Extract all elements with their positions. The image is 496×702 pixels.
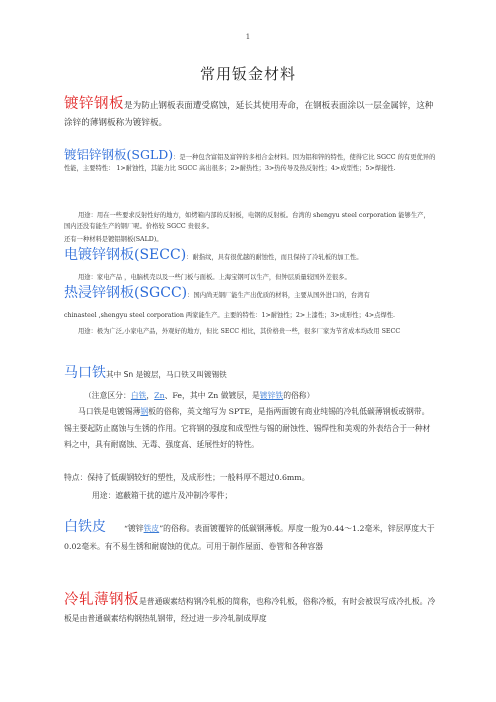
cold-rolled-text: 是普通碳素结构钢冷轧板的简称，也称冷轧板，俗称冷板，有时会被误写成冷扎板。冷板是由普通碳素结构钢热轧钢带，经过进一步冷轧制成厚度 [64, 597, 436, 623]
tinplate-description [64, 404, 436, 454]
page-title: 常用钣金材料 [199, 65, 296, 83]
sgcc-usage-text: 用途：极为广泛,小家电产品，外观好的地方，但比 SECC 相比，其价格贵一些，很多厂家为节省成本均改用 SECC [78, 328, 401, 335]
tinplate-note-prefix: （注意区分： [84, 391, 131, 400]
galvanized-text: 是为防止钢板表面遭受腐蚀，延长其使用寿命，在钢板表面涂以一层金属锌，这种涂锌的薄钢板称为镀锌板。 [64, 101, 434, 128]
tinplate-note-sep: ， [146, 391, 155, 400]
cold-rolled-heading: 冷轧薄钢板 [64, 592, 139, 608]
tinplate-usage-text: 用途：遮蔽箱干扰的遮片及冲制冷零件； [92, 491, 233, 500]
sgcc-line2: chinasteel ,shengyu steel corporation 两家能生产。主要的特性：1>耐蚀性；2>上漆性；3>成形性；4>点焊性. [64, 312, 396, 319]
sgld-section [64, 149, 436, 174]
tinplate-desc-a: 马口铁是电镀锡薄 [78, 407, 141, 416]
secc-usage [64, 272, 436, 283]
sgcc-line1: ：国内尚无钢厂能生产出优质的材料，主要从国外进口的，台湾有 [187, 292, 370, 299]
secc-heading: 电镀锌钢板(SECC) [64, 247, 187, 263]
white-iron-heading: 白铁皮 [64, 519, 106, 535]
tinplate-note-mid: 、Fe，其中 Zn 做镀层，是 [164, 391, 260, 400]
page-number: 1 [245, 33, 251, 41]
link-galvanized-iron[interactable]: 镀锌铁 [259, 391, 284, 400]
secc-text: ：耐指纹，具有很优越的耐蚀性，而且保持了冷轧板的加工性。 [186, 254, 363, 261]
tinplate-heading-tail: 其中 Sn 是镀层，马口铁又叫镀锡铁 [106, 370, 227, 379]
tinplate-usage [64, 488, 436, 504]
link-iron-sheet[interactable]: 铁皮 [143, 524, 160, 533]
tinplate-heading: 马口铁 [64, 365, 106, 381]
sgld-extra: 还有一种材料是镀铝钢板(SALD)。 [64, 236, 163, 243]
secc-section [64, 247, 436, 263]
white-iron-section [64, 518, 436, 556]
white-iron-text-b: ”的俗称。表面镀覆锌的低碳钢薄板。厚度一般为0.44～1.2毫米，锌层厚度大于0.02毫米。有不易生锈和耐腐蚀的优点。可用于制作屋面、卷管和各种容器 [64, 524, 435, 551]
sgld-usage [64, 210, 436, 232]
link-steel[interactable]: 钢 [140, 407, 149, 416]
sgld-heading: 镀铝锌钢板(SGLD) [64, 147, 174, 162]
galvanized-section [64, 96, 436, 132]
galvanized-heading: 镀锌钢板 [64, 96, 124, 112]
tinplate-desc-b: 板的俗称，英文缩写为 SPTE，是指两面镀有商业纯锡的冷轧低碳薄钢板或钢带。锡主要起防止腐蚀与生锈的作用。它将钢的强度和成型性与锡的耐蚀性、锡焊性和美观的外表结合于一种材料之中，具有耐腐蚀、无毒、强度高、延展性好的特性。 [64, 407, 431, 449]
secc-usage-text: 用途：家电产品 ，电脑机壳以及一些门板与面板。上海宝钢可以生产，但钟层质量较国外差很多。 [78, 274, 351, 281]
sgld-line1: ：是一种包含富铝及富锌的多相合金材料。因为铝和锌的特性，使得它比 SGCC 的有更优异的性能，主要特性： 1>耐蚀性，其能力比 SGCC 高出很多；2>耐热性；3>热传导及热反射性；4>成型性；5>焊接性. [64, 154, 436, 172]
tinplate-note [64, 388, 436, 404]
sgcc-section [64, 285, 436, 301]
link-white-iron[interactable]: 白铁 [130, 391, 147, 400]
tinplate-section [64, 365, 436, 381]
tinplate-note-suffix: 的俗称） [283, 391, 315, 400]
sgld-line2: 用途：用在一些要求反射性好的地方，如烤箱内部的反射板，电钢的反射板。台湾的 shengyu steel corporation 能够生产，国内还没有能生产的钢厂呢。价格较 SGCC 贵很多。 [64, 212, 430, 230]
sgcc-heading: 热浸锌钢板(SGCC) [64, 285, 188, 301]
link-zn[interactable]: Zn [154, 391, 165, 400]
cold-rolled-section [64, 592, 436, 627]
white-iron-text-a: “镀锌 [124, 524, 144, 533]
sgcc-usage [64, 326, 436, 337]
tinplate-features: 特点：保持了低碳钢较好的塑性，及成形性；一般料厚不超过0.6mm。 [64, 473, 310, 482]
